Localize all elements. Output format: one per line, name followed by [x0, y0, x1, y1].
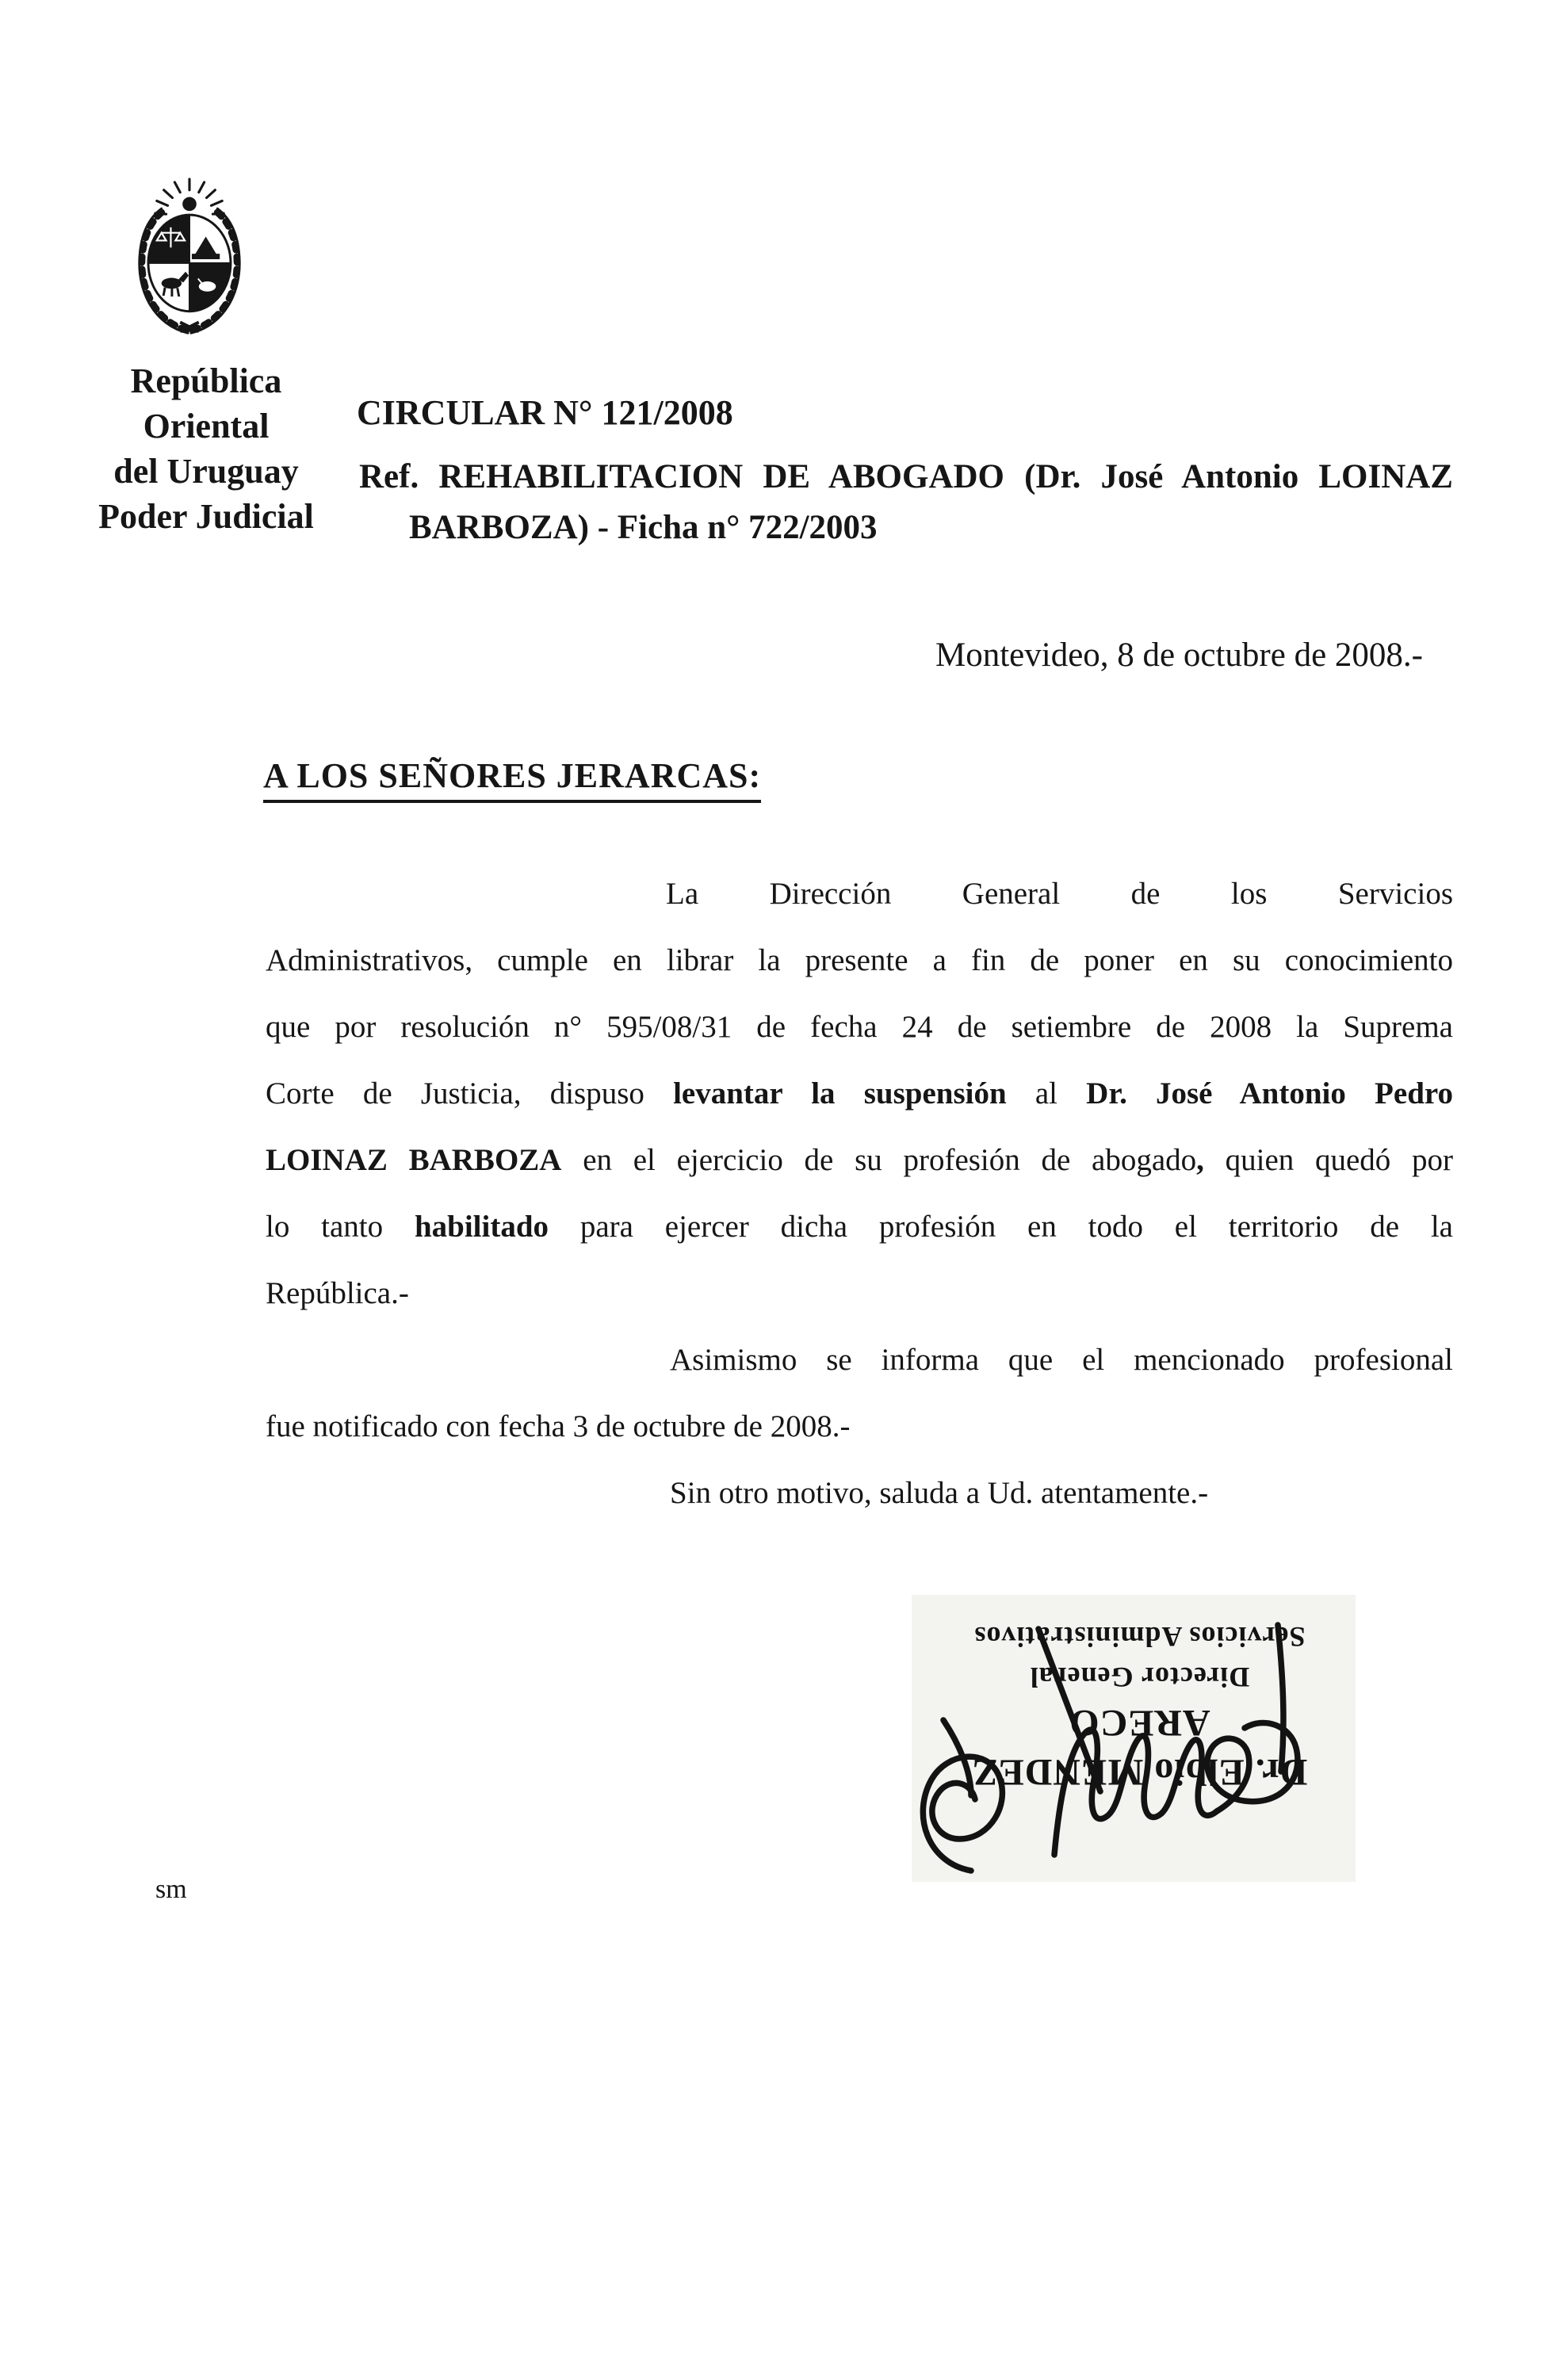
stamp-office: Servicios Administrativos	[973, 1621, 1306, 1653]
uruguay-coat-of-arms-icon	[127, 178, 252, 341]
body-line	[266, 1460, 1453, 1527]
body-line	[266, 1061, 1453, 1127]
body-segment: La Dirección General de los Servicios	[666, 877, 1453, 911]
body-segment: en el ejercicio de su profesión de abogado	[561, 1143, 1197, 1177]
body-segment: que por resolución n° 595/08/31 de fecha 24 de setiembre de 2008 la Suprema	[266, 1010, 1453, 1044]
org-line: Oriental	[143, 407, 270, 445]
dateline: Montevideo, 8 de octubre de 2008.-	[935, 637, 1423, 674]
salutation: A LOS SEÑORES JERARCAS:	[263, 756, 761, 803]
body-segment-bold: LOINAZ BARBOZA	[266, 1143, 562, 1177]
org-line: República	[130, 361, 282, 400]
body-line	[266, 1127, 1453, 1194]
body-segment: República.-	[266, 1276, 409, 1310]
body-segment: al	[1006, 1076, 1087, 1111]
body-segment: lo tanto	[266, 1210, 415, 1244]
body-line	[266, 1327, 1453, 1394]
body-segment: Corte de Justicia, dispuso	[266, 1076, 674, 1111]
circular-number: CIRCULAR N° 121/2008	[357, 393, 733, 432]
signature-svg	[896, 1601, 1371, 1894]
body-segment: Asimismo se informa que el mencionado profesional	[670, 1343, 1453, 1377]
reference-line-2: BARBOZA) - Ficha n° 722/2003	[409, 509, 878, 546]
body-line	[266, 994, 1453, 1061]
body-line	[266, 861, 1453, 927]
typist-initials: sm	[155, 1875, 187, 1904]
body-line	[266, 1394, 1453, 1460]
org-line: Poder Judicial	[98, 497, 314, 536]
body-segment: fue notificado con fecha 3 de octubre de 2008.-	[266, 1409, 851, 1443]
body-line	[266, 1260, 1453, 1327]
body-segment-bold: levantar la suspensión	[673, 1076, 1007, 1111]
body-segment-bold: Dr. José Antonio Pedro	[1086, 1076, 1453, 1111]
body-segment: Sin otro motivo, saluda a Ud. atentamente.-	[670, 1476, 1209, 1510]
body-segment: para ejercer dicha profesión en todo el territorio de la	[549, 1210, 1453, 1244]
body-text	[266, 861, 1453, 1527]
body-segment-bold: habilitado	[414, 1210, 549, 1244]
stamp-signer-title: Director General	[1029, 1661, 1250, 1693]
letterhead-org-name	[82, 358, 330, 539]
stamp-signer-name: Dr. Elbio MENDEZ ARECO	[971, 1702, 1308, 1793]
body-segment: quien quedó por	[1203, 1143, 1454, 1177]
signature-scrawl	[896, 1601, 1371, 1894]
body-line	[266, 1194, 1453, 1260]
coat-of-arms-svg	[127, 178, 252, 341]
org-line: del Uruguay	[113, 452, 299, 491]
body-segment: Administrativos, cumple en librar la presente a fin de poner en su conocimiento	[266, 943, 1453, 977]
body-segment-bold: ,	[1196, 1143, 1204, 1177]
reference-line-1: Ref. REHABILITACION DE ABOGADO (Dr. José Antonio LOINAZ	[359, 458, 1453, 495]
body-line	[266, 927, 1453, 994]
